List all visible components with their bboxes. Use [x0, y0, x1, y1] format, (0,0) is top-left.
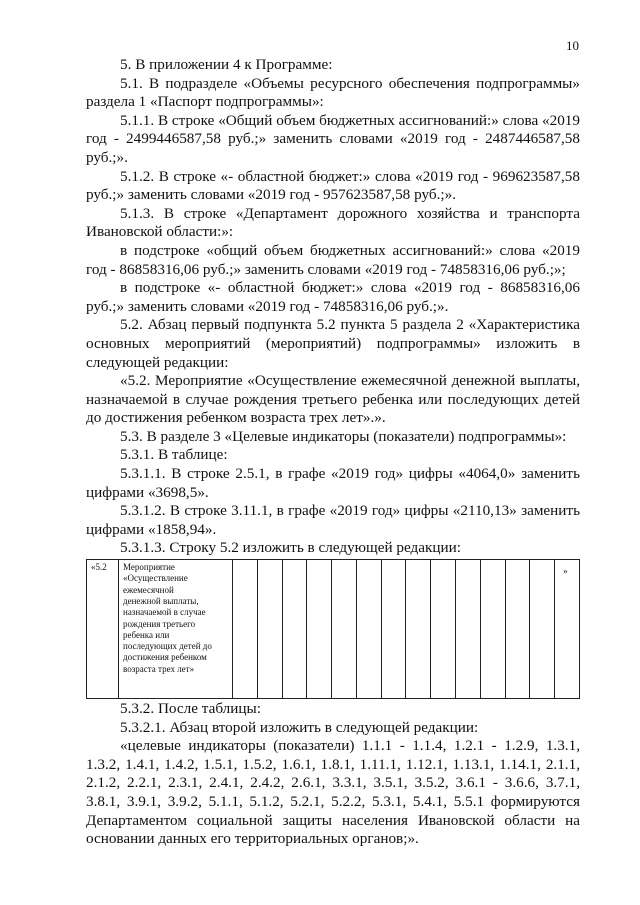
value-cell: [406, 560, 431, 699]
description-line: денежной выплаты,: [123, 595, 199, 606]
document-body: [86, 56, 580, 849]
page-number: 10: [566, 38, 579, 53]
value-cell: [356, 560, 381, 699]
paragraph: 5.3.1.1. В строке 2.5.1, в графе «2019 год» цифры «4064,0» заменить цифрами «3698,5».: [86, 465, 580, 501]
value-cell: [257, 560, 282, 699]
description-line: ежемесячной: [123, 584, 174, 595]
paragraph: 5. В приложении 4 к Программе:: [120, 56, 333, 73]
closing-mark-cell: »: [555, 560, 580, 699]
description-line: ребенка или: [123, 629, 170, 640]
paragraph: 5.1.2. В строке «- областной бюджет:» слова «2019 год - 969623587,58 руб.;» заменить словами «2019 год - 957623587,58 руб.;».: [86, 167, 580, 204]
description-line: Мероприятие: [123, 562, 175, 573]
paragraph: в подстроке «- областной бюджет:» слова «2019 год - 86858316,06 руб.;» заменить словами «2019 год - 74858316,06 руб.;».: [86, 279, 580, 315]
paragraph: «5.2. Мероприятие «Осуществление ежемесячной денежной выплаты, назначаемой в случае рождения третьего ребенка или последующих детей до достижения ребенком возраста трех лет».».: [86, 372, 580, 427]
bottom-paragraphs: [86, 700, 580, 849]
paragraph: 5.3.2. После таблицы:: [120, 700, 261, 718]
paragraph: «целевые индикаторы (показатели) 1.1.1 - 1.1.4, 1.2.1 - 1.2.9, 1.3.1, 1.3.2, 1.4.1, 1.4.2, 1.5.1, 1.5.2, 1.6.1, 1.8.1, 1.11.1, 1.12.1, 1.13.1, 1.14.1, 2.1.1, 2.1.2, 2.2.1, 2.3.1, 2.4.1, 2.4.2, 2.6.1, 3.3.1, 3.5.1, 3.5.2, 3.6.1 - 3.6.6, 3.7.1, 3.8.1, 3.9.1, 3.9.2, 5.1.1, 5.1.2, 5.2.1, 5.2.2, 5.3.1, 5.4.1, 5.5.1 формируются Департаментом социальной защиты населения Ивановской области на основании данных его территориальных органов;».: [86, 737, 580, 848]
description-line: последующих детей до: [123, 641, 212, 652]
description-line: возраста трех лет»: [123, 663, 195, 674]
value-cell: [431, 560, 456, 699]
row-number-cell: «5.2: [87, 560, 119, 699]
paragraph: 5.2. Абзац первый подпункта 5.2 пункта 5 раздела 2 «Характеристика основных мероприятий (мероприятий) подпрограммы» изложить в следующей редакции:: [86, 316, 580, 371]
paragraph: 5.1.1. В строке «Общий объем бюджетных ассигнований:» слова «2019 год - 2499446587,58 руб.;» заменить словами «2019 год - 2487446587,58 руб.;».: [86, 111, 580, 166]
value-cell: [505, 560, 530, 699]
paragraph: 5.1. В подразделе «Объемы ресурсного обеспечения подпрограммы» раздела 1 «Паспорт подпрограммы»:: [86, 74, 580, 111]
paragraph: 5.3.1.2. В строке 3.11.1, в графе «2019 год» цифры «2110,13» заменить цифрами «1858,94».: [86, 502, 580, 538]
paragraph: в подстроке «общий объем бюджетных ассигнований:» слова «2019 год - 86858316,06 руб.;» заменить словами «2019 год - 74858316,06 руб.;»;: [86, 241, 580, 278]
description-line: достижения ребенком: [123, 652, 207, 663]
value-cell: [233, 560, 258, 699]
paragraph: 5.3.1.3. Строку 5.2 изложить в следующей редакции:: [120, 539, 461, 557]
table-row: [87, 560, 580, 699]
value-cell: [456, 560, 481, 699]
row-description-cell: [119, 560, 233, 699]
indicators-table: [86, 559, 580, 699]
paragraph: 5.3.2.1. Абзац второй изложить в следующей редакции:: [120, 718, 479, 736]
description-line: рождения третьего: [123, 618, 196, 629]
top-paragraphs: [86, 56, 580, 558]
paragraph: 5.1.3. В строке «Департамент дорожного хозяйства и транспорта Ивановской области:»:: [86, 204, 580, 241]
value-cell: [480, 560, 505, 699]
description-line: назначаемой в случае: [123, 607, 206, 618]
value-cell: [530, 560, 555, 699]
value-cell: [282, 560, 307, 699]
value-cell: [307, 560, 332, 699]
description-line: «Осуществление: [123, 573, 188, 584]
value-cell: [381, 560, 406, 699]
paragraph: 5.3. В разделе 3 «Целевые индикаторы (показатели) подпрограммы»:: [120, 427, 567, 445]
value-cell: [332, 560, 357, 699]
paragraph: 5.3.1. В таблице:: [120, 446, 228, 464]
